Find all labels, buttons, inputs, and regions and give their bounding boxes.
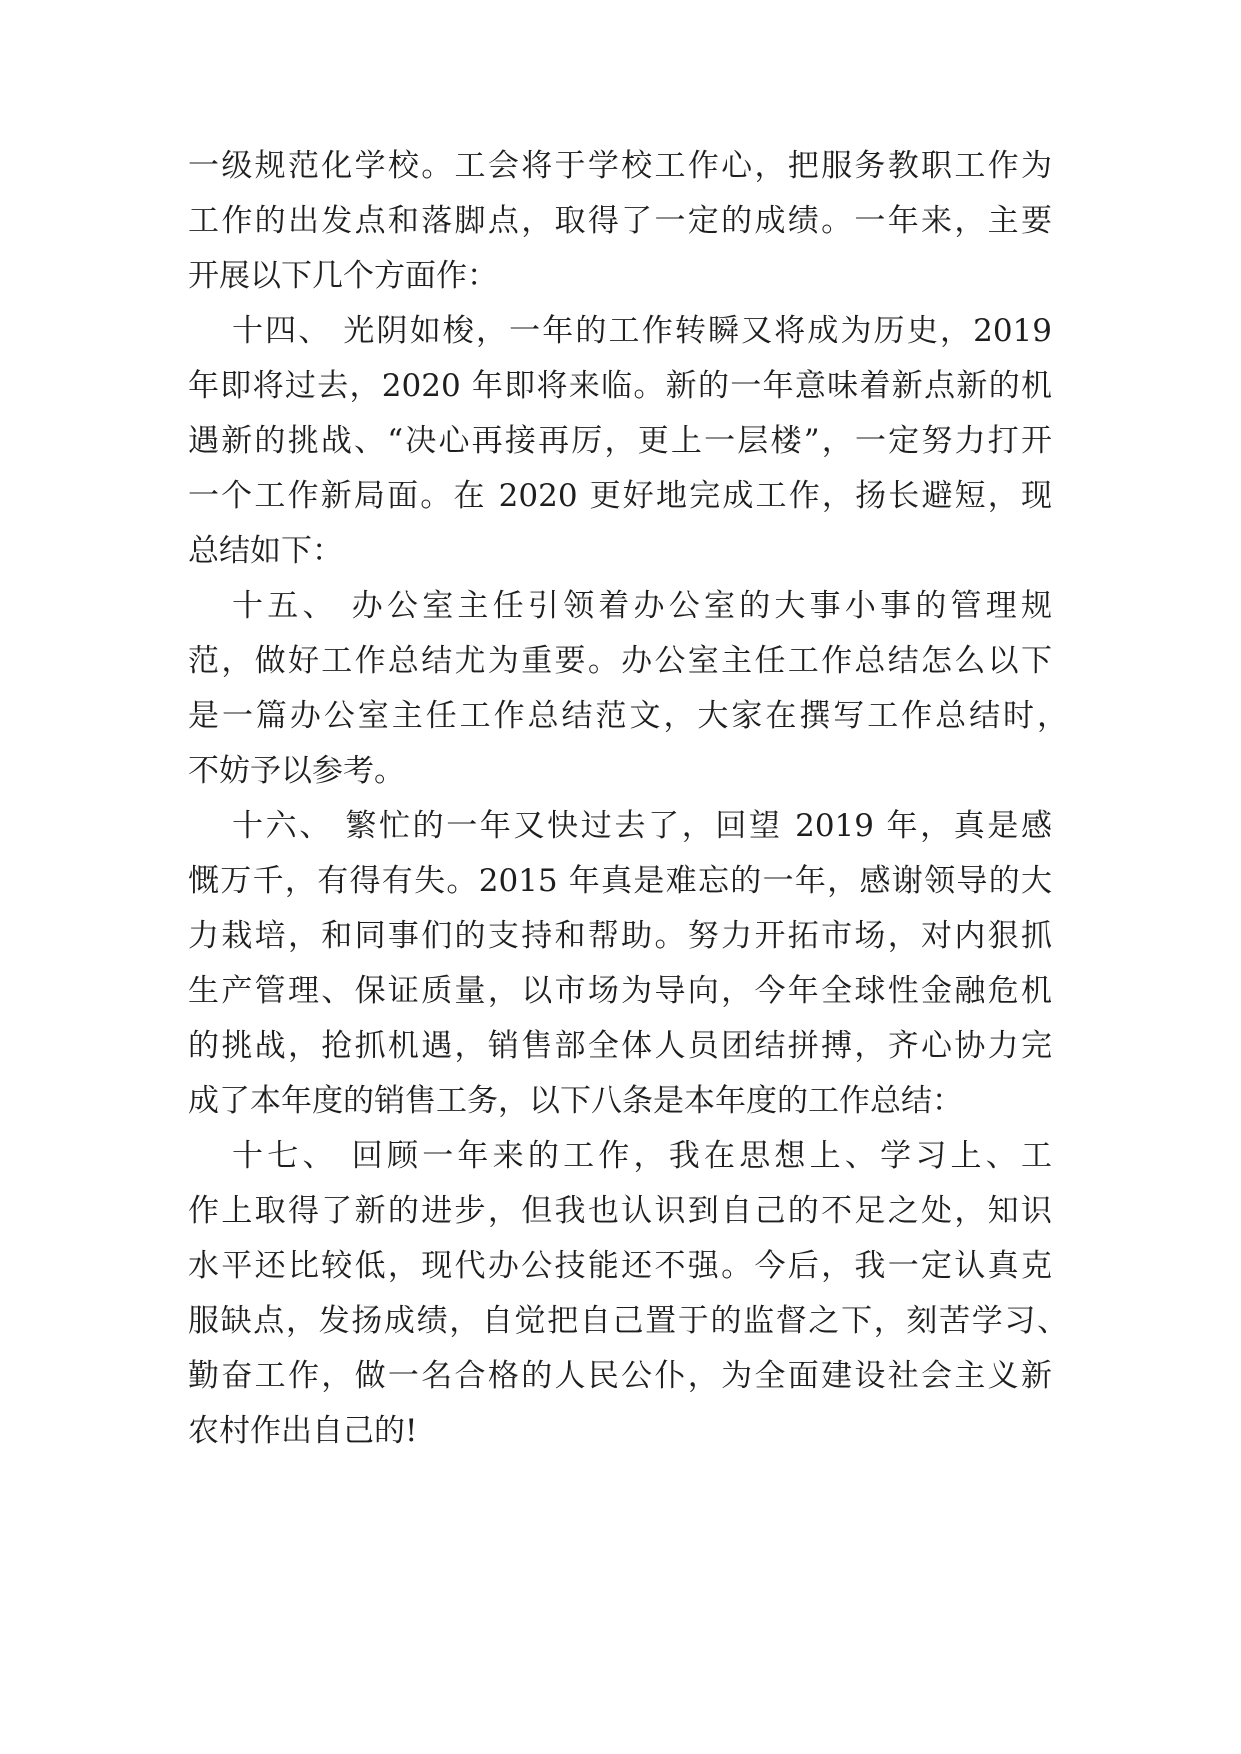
text-line: 服缺点，发扬成绩，自觉把自己置于的监督之下，刻苦学习、 <box>188 1303 1068 1339</box>
text-line: 勤奋工作，做一名合格的人民公仆，为全面建设社会主义新 <box>188 1358 1052 1394</box>
text-line: 范，做好工作总结尤为重要。办公室主任工作总结怎么以下 <box>188 643 1052 679</box>
text-line: 总结如下： <box>188 533 343 569</box>
text-line: 年即将过去，2020 年即将来临。新的一年意味着新点新的机 <box>188 368 1052 404</box>
text-line: 水平还比较低，现代办公技能还不强。今后，我一定认真克 <box>188 1248 1052 1284</box>
text-line: 作上取得了新的进步，但我也认识到自己的不足之处，知识 <box>188 1193 1052 1229</box>
text-line: 工作的出发点和落脚点，取得了一定的成绩。一年来，主要 <box>188 203 1052 239</box>
paragraph-first-line: 十七、 回顾一年来的工作，我在思想上、学习上、工 <box>232 1138 1052 1174</box>
text-line: 成了本年度的销售工务，以下八条是本年度的工作总结： <box>188 1083 963 1119</box>
text-line: 遇新的挑战、“决心再接再厉，更上一层楼”，一定努力打开 <box>188 423 1052 459</box>
text-line: 的挑战，抢抓机遇，销售部全体人员团结拼搏，齐心协力完 <box>188 1028 1052 1064</box>
text-line: 慨万千，有得有失。2015 年真是难忘的一年，感谢领导的大 <box>188 863 1052 899</box>
paragraph-first-line: 十五、 办公室主任引领着办公室的大事小事的管理规 <box>232 588 1052 624</box>
text-line: 一级规范化学校。工会将于学校工作心，把服务教职工作为 <box>188 148 1052 184</box>
text-line: 力栽培，和同事们的支持和帮助。努力开拓市场，对内狠抓 <box>188 918 1052 954</box>
text-line: 一个工作新局面。在 2020 更好地完成工作，扬长避短，现 <box>188 478 1052 514</box>
paragraph-first-line: 十四、 光阴如梭，一年的工作转瞬又将成为历史，2019 <box>232 313 1052 349</box>
text-line: 不妨予以参考。 <box>188 753 405 789</box>
text-line: 是一篇办公室主任工作总结范文，大家在撰写工作总结时， <box>188 698 1068 734</box>
text-line: 生产管理、保证质量，以市场为导向，今年全球性金融危机 <box>188 973 1052 1009</box>
text-line: 农村作出自己的! <box>188 1413 418 1449</box>
text-line: 开展以下几个方面作： <box>188 258 498 294</box>
paragraph-first-line: 十六、 繁忙的一年又快过去了，回望 2019 年，真是感 <box>232 808 1052 844</box>
